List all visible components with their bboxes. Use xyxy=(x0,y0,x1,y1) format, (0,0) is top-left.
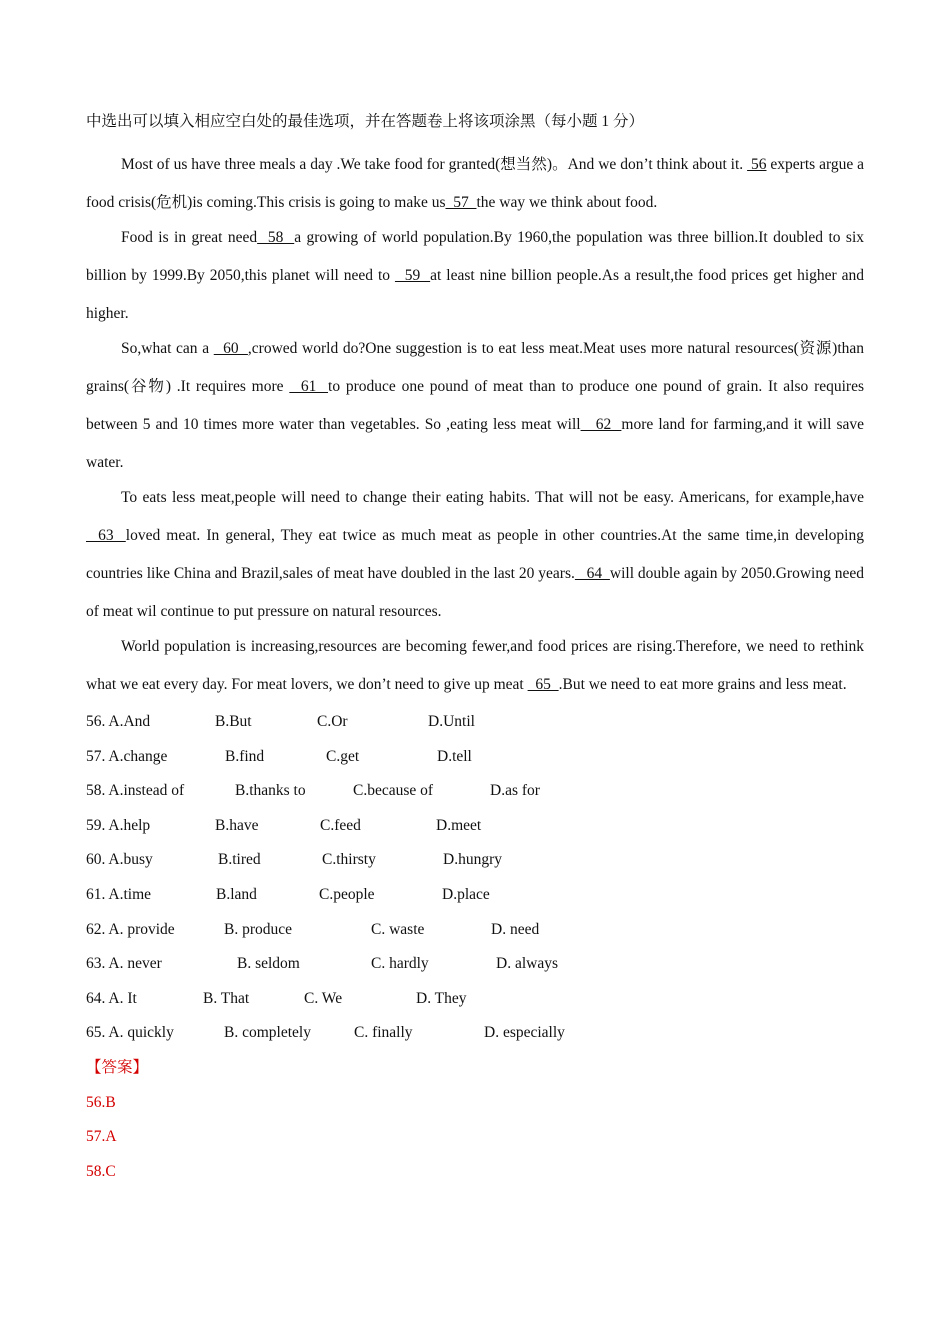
question-number-option-a: 62. A. provide xyxy=(86,920,175,938)
question-number-option-a: 56. A.And xyxy=(86,713,151,730)
answer-blank: 65 xyxy=(527,676,559,693)
option-d: D.as for xyxy=(490,782,540,800)
option-row-56 xyxy=(86,705,864,740)
option-row-59 xyxy=(86,809,864,844)
answer-blank: 62 xyxy=(580,416,622,433)
passage-text: experts argue a food crisis(危机)is coming.This crisis is going to make us xyxy=(86,156,865,211)
answer-58: 58.C xyxy=(86,1162,116,1180)
passage-text: the way we think about food. xyxy=(476,194,658,211)
passage-text: So,what can a xyxy=(121,340,214,357)
paragraph-1 xyxy=(86,146,864,222)
option-c: C. hardly xyxy=(371,955,429,973)
passage-text: ,crowed world do?One suggestion is to eat less meat.Meat uses more natural resources(资源)than grains(谷物) .It requires more xyxy=(86,340,865,395)
option-row-62 xyxy=(86,913,864,948)
answer-blank: 59 xyxy=(394,267,431,284)
answer-57: 57.A xyxy=(86,1128,117,1146)
question-number-option-a: 65. A. quickly xyxy=(86,1024,174,1042)
answer-blank: 64 xyxy=(574,565,610,582)
option-b: B. produce xyxy=(224,920,293,938)
document-page xyxy=(86,112,864,1189)
passage-text: at least nine billion people.As a result,the food prices get higher and higher. xyxy=(86,267,864,322)
option-row-57 xyxy=(86,740,864,775)
option-c: C. waste xyxy=(371,920,425,938)
passage xyxy=(86,146,864,704)
option-d: D.tell xyxy=(437,747,472,765)
question-number-option-a: 58. A.instead of xyxy=(86,782,185,800)
option-row-58 xyxy=(86,774,864,809)
option-b: B.land xyxy=(216,885,257,903)
question-number-option-a: 60. A.busy xyxy=(86,851,153,869)
option-c: C.get xyxy=(326,747,360,765)
option-b: B.thanks to xyxy=(235,782,306,800)
answer-blank: 60 xyxy=(213,340,248,357)
passage-text: Food is in great need xyxy=(121,229,258,246)
option-d: D. always xyxy=(496,955,558,973)
passage-text: a growing of world population.By 1960,the population was three billion.It doubled to six billion by 1999.By 2050,this planet will need to xyxy=(86,229,864,284)
paragraph-2 xyxy=(86,219,864,333)
option-c: C.feed xyxy=(320,816,361,834)
option-row-65 xyxy=(86,1016,864,1051)
answer-56: 56.B xyxy=(86,1093,116,1111)
answer-blank: 56 xyxy=(747,156,767,173)
question-number-option-a: 64. A. It xyxy=(86,989,137,1007)
answer-blank: 61 xyxy=(289,378,329,395)
option-c: C.Or xyxy=(317,713,348,730)
option-c: C. We xyxy=(304,989,343,1007)
question-number-option-a: 61. A.time xyxy=(86,885,152,903)
answer-blank: 63 xyxy=(86,527,126,544)
option-row-64 xyxy=(86,982,864,1017)
answer-blank: 57 xyxy=(445,194,477,211)
option-c: C. finally xyxy=(354,1024,413,1042)
answer-blank: 58 xyxy=(257,229,295,246)
passage-text: Most of us have three meals a day .We take food for granted(想当然)。And we don’t think about it. xyxy=(121,156,748,173)
passage-text: to produce one pound of meat than to produce one pound of grain. It also requires between 5 and 10 times more water than vegetables. So ,eating less meat will xyxy=(86,378,864,433)
passage-text: To eats less meat,people will need to change their eating habits. That will not be easy. Americans, for example,have xyxy=(121,489,864,506)
options-list xyxy=(86,705,864,1051)
question-number-option-a: 59. A.help xyxy=(86,816,151,834)
paragraph-5 xyxy=(86,628,864,704)
paragraph-4 xyxy=(86,479,864,631)
passage-text: more land for farming,and it will save water. xyxy=(86,416,864,471)
option-d: D.hungry xyxy=(443,851,502,869)
option-row-61 xyxy=(86,878,864,913)
option-d: D. They xyxy=(416,989,467,1007)
passage-text: .But we need to eat more grains and less meat. xyxy=(558,676,847,693)
option-b: B.find xyxy=(225,747,265,765)
option-b: B. completely xyxy=(224,1024,311,1042)
question-number-option-a: 57. A.change xyxy=(86,747,168,765)
paragraph-3 xyxy=(86,330,864,482)
option-d: D.meet xyxy=(436,816,482,834)
option-c: C.thirsty xyxy=(322,851,376,869)
option-b: B.But xyxy=(215,713,252,730)
instructions: 中选出可以填入相应空白处的最佳选项，并在答题卷上将该项涂黑（每小题 1 分） xyxy=(86,113,645,130)
passage-text: loved meat. In general, They eat twice as much meat as people in other countries.At the same time,in developing countries like China and Brazil,sales of meat have doubled in the last 20 years. xyxy=(86,527,864,582)
passage-text: World population is increasing,resources are becoming fewer,and food prices are rising.Therefore, we need to rethink what we eat every day. For meat lovers, we don’t need to give up meat xyxy=(86,638,864,693)
option-b: B.tired xyxy=(218,851,261,869)
answer-heading: 【答案】 xyxy=(86,1058,149,1076)
passage-text: will double again by 2050.Growing need of meat wil continue to put pressure on natural resources. xyxy=(86,565,864,620)
option-d: D. especially xyxy=(484,1024,565,1042)
option-b: B. seldom xyxy=(237,955,300,973)
option-row-60 xyxy=(86,843,864,878)
question-number-option-a: 63. A. never xyxy=(86,955,162,973)
option-c: C.people xyxy=(319,885,375,903)
option-c: C.because of xyxy=(353,782,434,800)
option-row-63 xyxy=(86,947,864,982)
option-d: D.Until xyxy=(428,713,475,730)
option-d: D. need xyxy=(491,920,540,938)
option-d: D.place xyxy=(442,885,490,903)
option-b: B. That xyxy=(203,989,250,1007)
option-b: B.have xyxy=(215,816,259,834)
